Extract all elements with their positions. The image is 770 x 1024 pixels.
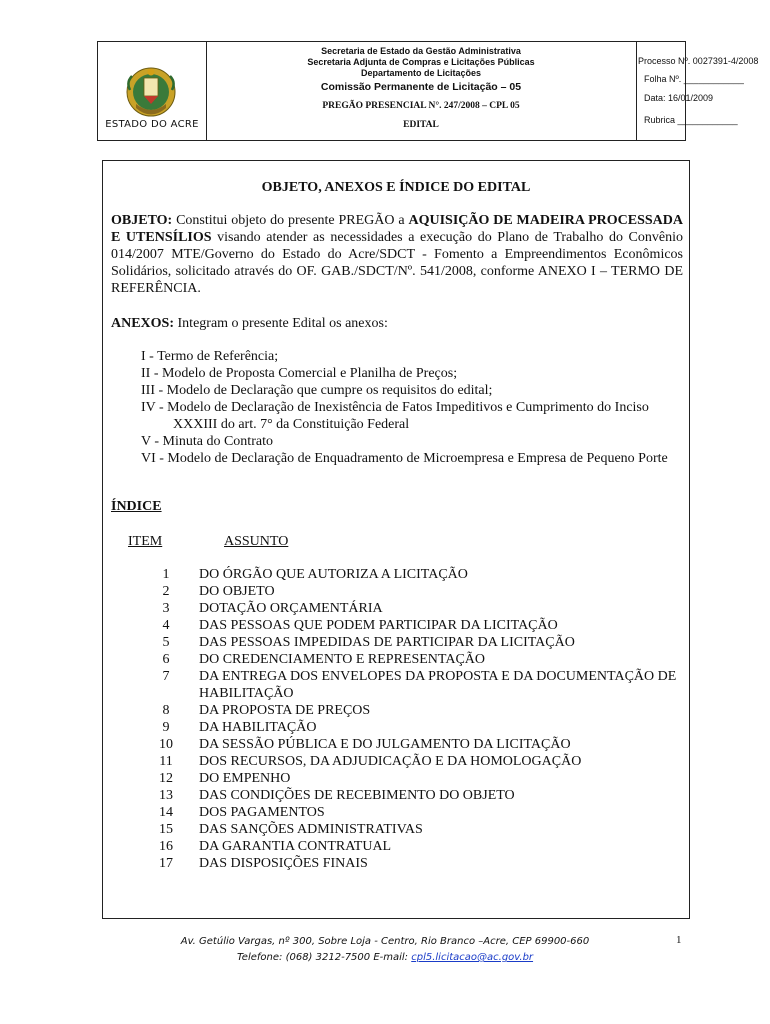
index-item-number: 8 [162,703,170,718]
anexo-item: V - Minuta do Contrato [141,434,273,449]
index-item-subject: DA PROPOSTA DE PREÇOS [199,703,371,718]
index-row [133,855,693,872]
anexo-item: I - Termo de Referência; [141,349,279,364]
anexo-item-continuation: XXXIII do art. 7° da Constituição Federal [173,417,410,432]
index-item-number: 9 [162,720,170,735]
index-item-subject: DAS DISPOSIÇÕES FINAIS [199,856,368,871]
index-item-number: 1 [162,567,170,582]
index-item-subject: DA SESSÃO PÚBLICA E DO JULGAMENTO DA LICITAÇÃO [199,737,571,752]
index-row [133,566,693,583]
index-item-subject: DA HABILITAÇÃO [199,720,317,735]
index-item-number: 5 [162,635,170,650]
comissao-line: Comissão Permanente de Licitação – 05 [320,81,522,93]
anexos-label: ANEXOS: [111,316,175,331]
index-item-subject: DOTAÇÃO ORÇAMENTÁRIA [199,601,383,616]
index-row [133,838,693,855]
index-item-number: 13 [159,788,173,803]
index-column-assunto: ASSUNTO [224,534,289,549]
index-row [133,719,693,736]
index-item-number: 6 [162,652,170,667]
index-list [133,566,693,872]
folha-number: Folha Nº. ____________ [644,74,744,84]
index-column-item: ITEM [128,534,163,549]
index-row [133,634,693,651]
processo-number: Processo Nº. 0027391-4/2008 [638,56,759,66]
index-item-subject: DOS PAGAMENTOS [199,805,325,820]
index-item-number: 12 [159,771,173,786]
index-row [133,600,693,617]
header-process-cell [636,42,759,140]
index-item-subject: DA GARANTIA CONTRATUAL [199,839,392,854]
objeto-paragraph [111,212,683,297]
index-item-number: 7 [162,669,170,684]
index-row [133,651,693,668]
index-item-number: 2 [162,584,170,599]
index-item-subject: DAS PESSOAS IMPEDIDAS DE PARTICIPAR DA LICITAÇÃO [199,635,575,650]
index-row [133,668,693,702]
index-item-number: 4 [162,618,170,633]
edital-line: EDITAL [403,120,439,130]
anexo-item: VI - Modelo de Declaração de Enquadramento de Microempresa e Empresa de Pequeno Porte [141,451,668,466]
footer-phone: Telefone: (068) 3212-7500 E-mail: [236,952,412,963]
page-footer [0,934,770,966]
anexo-item: III - Modelo de Declaração que cumpre os requisitos do edital; [141,383,493,398]
state-name: ESTADO DO ACRE [105,119,199,130]
secretaria-line: Secretaria de Estado da Gestão Administrativa [321,46,521,56]
rubrica-field: Rubrica ____________ [644,115,738,125]
index-row [133,702,693,719]
index-row [133,821,693,838]
index-item-subject: DO CREDENCIAMENTO E REPRESENTAÇÃO [199,652,486,667]
index-item-subject: DAS CONDIÇÕES DE RECEBIMENTO DO OBJETO [199,788,515,803]
data-date: Data: 16/01/2009 [644,93,714,103]
index-item-subject: DAS SANÇÕES ADMINISTRATIVAS [199,822,423,837]
index-item-number: 17 [159,856,173,871]
footer-contact [0,950,770,966]
objeto-label: OBJETO: [111,213,173,228]
footer-email-link[interactable]: cpl5.licitacao@ac.gov.br [411,952,534,963]
section-title: OBJETO, ANEXOS E ÍNDICE DO EDITAL [261,180,531,195]
index-item-subject: DOS RECURSOS, DA ADJUDICAÇÃO E DA HOMOLOGAÇÃO [199,754,582,769]
departamento-line: Departamento de Licitações [360,68,482,78]
anexos-text: Integram o presente Edital os anexos: [174,316,388,331]
index-item-number: 11 [159,754,173,769]
index-item-number: 15 [159,822,173,837]
anexos-list [141,348,686,467]
index-item-number: 10 [159,737,173,752]
objeto-bold-text: AQUISIÇÃO DE MADEIRA PROCESSADA E UTENSÍLIOS [111,213,683,245]
anexo-item: II - Modelo de Proposta Comercial e Planilha de Preços; [141,366,458,381]
pregao-line: PREGÃO PRESENCIAL N°. 247/2008 – CPL 05 [322,101,520,111]
edital-content-box [102,160,690,919]
index-item-subject: DO EMPENHO [199,771,291,786]
objeto-text-1: Constitui objeto do presente PREGÃO a [172,213,409,228]
index-row [133,787,693,804]
page-number: 1 [676,934,682,946]
objeto-text-2: visando atender as necessidades a execução do Plano de Trabalho do Convênio 014/2007 MTE/Governo do Estado do Acre/SDCT - Fomento a Empreendimentos Econômicos Solidários, solicitado através do OF. GAB./SDCT/Nº. 541/2008, conforme ANEXO I – TERMO DE REFERÊNCIA. [111,230,683,296]
secretaria-adjunta-line: Secretaria Adjunta de Compras e Licitações Públicas [307,57,535,67]
footer-address: Av. Getúlio Vargas, nº 300, Sobre Loja - Centro, Rio Branco –Acre, CEP 69900-660 [180,936,590,947]
index-row [133,753,693,770]
index-item-subject: DAS PESSOAS QUE PODEM PARTICIPAR DA LICITAÇÃO [199,618,558,633]
index-item-subject: DO OBJETO [199,584,275,599]
anexos-paragraph [111,315,683,332]
indice-heading: ÍNDICE [111,499,162,514]
index-row [133,617,693,634]
index-row [133,583,693,600]
index-item-number: 16 [159,839,173,854]
index-item-number: 3 [162,601,170,616]
index-row [133,770,693,787]
header-institution-cell [206,42,637,140]
header-logo-cell [98,42,207,140]
index-item-subject: DA ENTREGA DOS ENVELOPES DA PROPOSTA E DA DOCUMENTAÇÃO DE HABILITAÇÃO [199,669,677,701]
index-item-number: 14 [159,805,173,820]
index-row [133,804,693,821]
index-row [133,736,693,753]
anexo-item: IV - Modelo de Declaração de Inexistência de Fatos Impeditivos e Cumprimento do Inciso [141,400,649,415]
document-header [97,41,759,141]
index-item-subject: DO ÓRGÃO QUE AUTORIZA A LICITAÇÃO [199,567,468,582]
state-crest-icon [124,64,178,124]
